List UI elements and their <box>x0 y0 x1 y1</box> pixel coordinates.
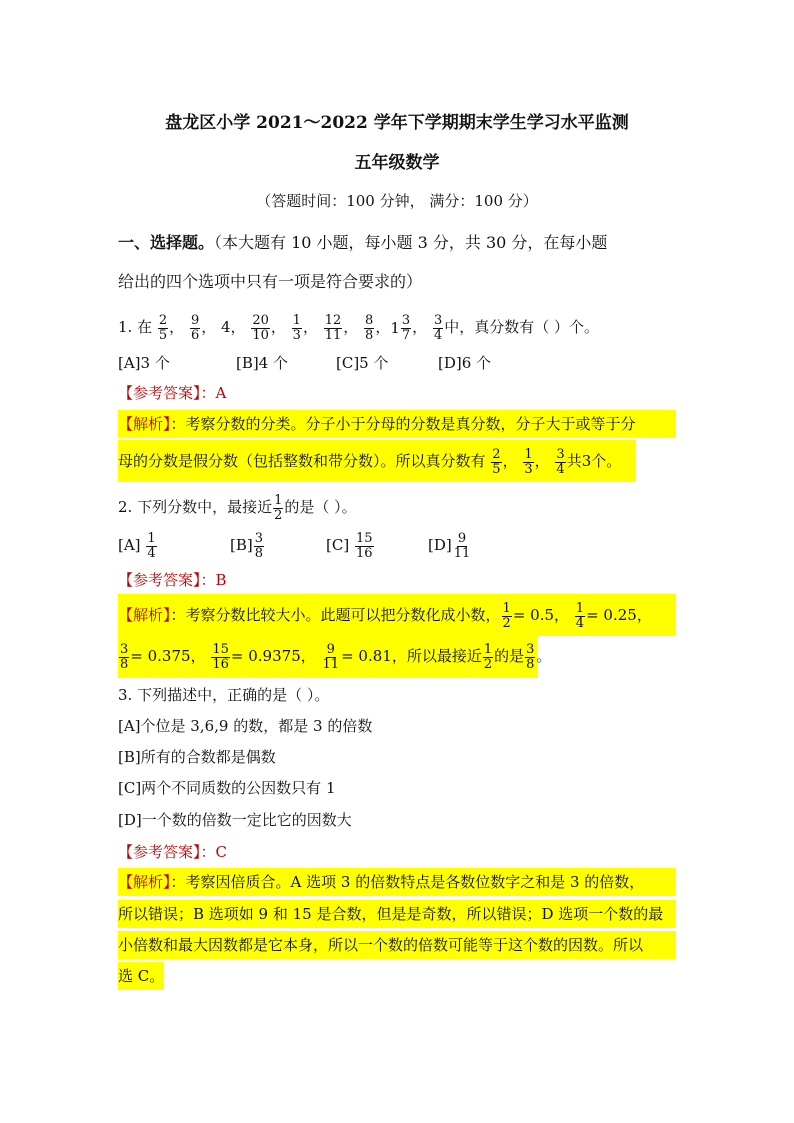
section-desc-2: 给出的四个选项中只有一项是符合要求的） <box>118 272 423 291</box>
q1-analysis-2: 母的分数是假分数（包括整数和带分数）。所以真分数有 $\frac{2}{5}$ ， $\frac{1}{3}$ ， $\frac{3}{4}$ 共3个。 <box>118 446 622 477</box>
q3-analysis-1: 【解析】：考察因倍质合。A 选项 3 的倍数特点是各数位数字之和是 3 的倍数， <box>118 873 645 891</box>
fraction: $\frac{3}{4}$ <box>433 312 443 343</box>
q2-answer: 【参考答案】：B <box>118 571 227 589</box>
option-d[interactable]: [D] $\frac{9}{11}$ <box>428 530 471 561</box>
fraction: $\frac{8}{8}$ <box>365 312 374 343</box>
option-b[interactable]: [B] $\frac{3}{8}$ <box>230 530 264 561</box>
question-2-stem: 2. 下列分数中，最接近 $\frac{1}{2}$ 的是（ ）。 <box>118 492 357 523</box>
answer-value: B <box>215 571 227 589</box>
section-heading-line <box>118 233 607 253</box>
option-b[interactable]: [B]4 个 <box>236 354 289 372</box>
section-desc-1: （本大题有 10 小题，每小题 3 分，共 30 分，在每小题 <box>214 233 608 252</box>
question-3-stem: 3. 下列描述中，正确的是（ ）。 <box>118 686 330 704</box>
option-c[interactable]: [C] $\frac{15}{16}$ <box>326 530 373 561</box>
option-c[interactable]: [C]5 个 <box>336 354 389 372</box>
question-2-options <box>118 528 676 562</box>
option-a[interactable]: [A] $\frac{1}{4}$ <box>118 530 156 561</box>
option-d[interactable]: [D]一个数的倍数一定比它的因数大 <box>118 811 352 829</box>
option-d[interactable]: [D]6 个 <box>438 354 492 372</box>
option-b[interactable]: [B]所有的合数都是偶数 <box>118 748 276 766</box>
time-info: （答题时间：100 分钟， 满分：100 分） <box>256 192 538 210</box>
fraction: $\frac{3}{4}$ <box>556 446 565 477</box>
fraction: $\frac{1}{2}$ <box>274 492 283 523</box>
answer-value: A <box>215 384 227 402</box>
section-heading: 一、选择题。 <box>118 233 215 252</box>
q1-prefix: 1. 在 <box>118 318 153 336</box>
q1-answer: 【参考答案】：A <box>118 384 227 402</box>
fraction: $\frac{1}{3}$ <box>292 312 301 343</box>
q3-answer: 【参考答案】：C <box>118 843 227 861</box>
subject-title: 五年级数学 <box>354 153 440 173</box>
q1-suffix: 中，真分数有（ ）个。 <box>444 318 600 336</box>
question-1-options <box>118 352 676 372</box>
q3-analysis-3: 小倍数和最大因数都是它本身，所以一个数的倍数可能等于这个数的因数。所以 <box>118 936 644 954</box>
q3-analysis-4: 选 C。 <box>118 967 165 985</box>
answer-value: C <box>215 843 227 861</box>
option-a[interactable]: [A]3 个 <box>118 354 170 372</box>
exam-title: 盘龙区小学 2021～2022 学年下学期期末学生学习水平监测 <box>165 113 629 133</box>
fraction: $\frac{12}{11}$ <box>324 312 342 343</box>
fraction: $\frac{20}{10}$ <box>252 312 269 343</box>
whole-number: 4 <box>221 318 231 336</box>
q2-analysis-1: 【解析】：考察分数比较大小。此题可以把分数化成小数， $\frac{1}{2}$ = 0.5， $\frac{1}{4}$ = 0.25， <box>118 600 652 631</box>
option-c[interactable]: [C]两个不同质数的公因数只有 1 <box>118 779 336 797</box>
fraction: $\frac{2}{5}$ <box>158 312 168 343</box>
q2-analysis-2: $\frac{3}{8}$ = 0.375， $\frac{15}{16}$ = 0.9375， $\frac{9}{11}$ = 0.81，所以最接近 $\frac{1}{2}$ 的是 $\frac{3}{8}$ 。 <box>120 641 552 672</box>
q3-analysis-2: 所以错误；B 选项如 9 和 15 是合数，但是是奇数，所以错误；D 选项一个数的最 <box>118 905 664 923</box>
option-a[interactable]: [A]个位是 3,6,9 的数，都是 3 的倍数 <box>118 717 373 735</box>
fraction: $\frac{2}{5}$ <box>492 446 501 477</box>
fraction: $\frac{9}{6}$ <box>190 312 200 343</box>
question-1-stem: 1. 在 $\frac{2}{5}$ ， $\frac{9}{6}$ ， 4， $\frac{20}{10}$ ， $\frac{1}{3}$ ， $\frac{12}{11}$ ， $\frac{8}{8}$ ， 1 $\frac{3}{7}$ ， $\frac{3}{4}$ 中，真分数有（ ）个。 <box>118 312 600 343</box>
mixed-number: 1 $\frac{3}{7}$ <box>390 312 411 343</box>
q1-analysis-1: 【解析】：考察分数的分类。分子小于分母的分数是真分数，分子大于或等于分 <box>118 415 636 433</box>
fraction: $\frac{1}{3}$ <box>524 446 533 477</box>
